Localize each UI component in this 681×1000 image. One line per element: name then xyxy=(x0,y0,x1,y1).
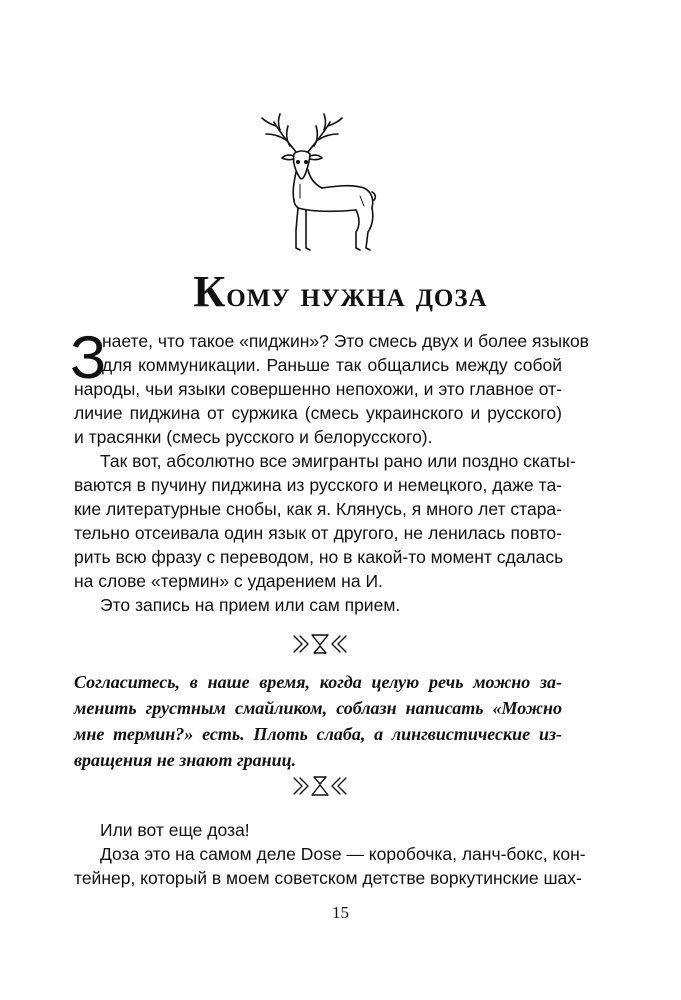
text-line: наете, что такое «пиджин»? Это смесь двух и более языков xyxy=(102,331,589,351)
text-line: рить всю фразу с переводом, но в какой-то момент сдалась xyxy=(74,547,564,567)
page-number: 15 xyxy=(332,903,349,922)
chapter-title xyxy=(0,266,681,317)
text-line: Или вот еще доза! xyxy=(100,820,250,840)
text-line: личие пиджина от суржика (смесь украинского и русского) xyxy=(74,403,562,423)
text-line: для коммуникации. Раньше так общались между собой xyxy=(102,355,562,375)
text-line: тельно отсеивала один язык от другого, не ленилась повто- xyxy=(74,523,562,543)
text-line: ваются в пучину пиджина из русского и немецкого, даже та- xyxy=(74,475,562,495)
chapter-title-capital: К xyxy=(193,267,227,316)
text-line: кие литературные снобы, как я. Клянусь, я много лет старa- xyxy=(74,499,562,519)
text-line: Это запись на прием или сам прием. xyxy=(100,595,401,615)
callout-line: менить грустным смайликом, соблазн написать «Можно xyxy=(74,698,562,718)
ornament-divider-bottom xyxy=(290,774,350,798)
text-line: Так вот, абсолютно все эмигранты рано или поздно скаты- xyxy=(100,451,576,471)
text-line: Доза это на самом деле Dose — коробочка, ланч-бокс, кон- xyxy=(100,844,586,864)
text-line: и трасянки (смесь русского и белорусского). xyxy=(74,427,433,447)
text-line: на слове «термин» с ударением на И. xyxy=(74,571,383,591)
ornament-divider-top xyxy=(290,632,350,656)
callout-line: мне термин?» есть. Плоть слаба, а лингвистические из- xyxy=(74,724,562,744)
chapter-title-rest: ому нужна доза xyxy=(226,274,488,314)
text-line: тейнер, который в моем советском детстве воркутинские шах- xyxy=(74,868,582,888)
deer-illustration xyxy=(256,112,386,258)
callout-line: Согласитесь, в наше время, когда целую речь можно за- xyxy=(74,672,562,692)
callout-line: вращения не знают границ. xyxy=(74,750,297,770)
drop-cap: З xyxy=(70,324,107,391)
text-line: народы, чьи языки совершенно непохожи, и это главное от- xyxy=(74,379,562,399)
